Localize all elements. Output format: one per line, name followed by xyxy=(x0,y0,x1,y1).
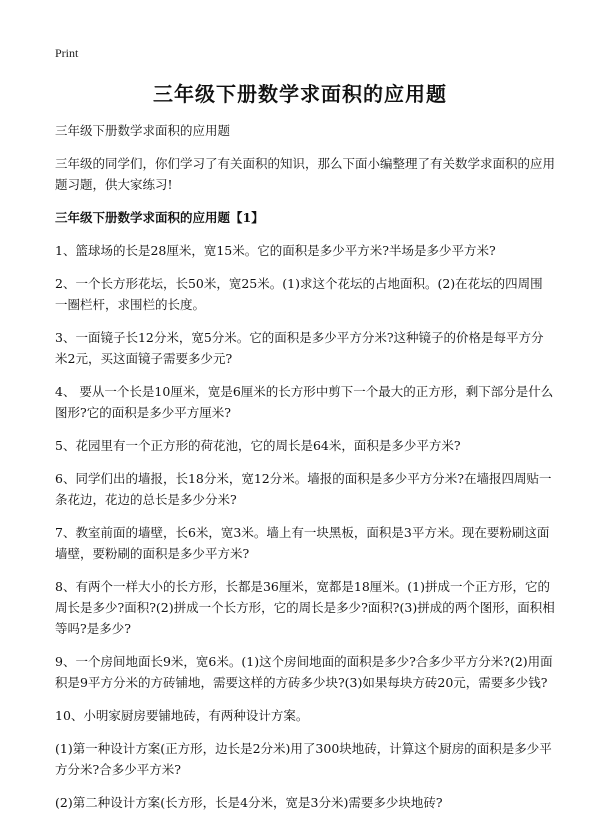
question-9: 9、一个房间地面长9米，宽6米。(1)这个房间地面的面积是多少?合多少平方分米?(2)用面积是9平方分米的方砖铺地，需要这样的方砖多少块?(3)如果每块方砖20元，需要多少钱? xyxy=(55,654,553,690)
article-body xyxy=(55,120,555,825)
print-link[interactable]: Print xyxy=(55,46,79,60)
question-7: 7、教室前面的墙壁，长6米，宽3米。墙上有一块黑板，面积是3平方米。现在要粉刷这面墙壁，要粉刷的面积是多少平方米? xyxy=(55,525,550,561)
intro-paragraph: 三年级的同学们，你们学习了有关面积的知识，那么下面小编整理了有关数学求面积的应用题习题，供大家练习! xyxy=(55,156,556,192)
article-subtitle: 三年级下册数学求面积的应用题 xyxy=(55,123,231,138)
question-8: 8、有两个一样大小的长方形，长都是36厘米，宽都是18厘米。(1)拼成一个正方形，它的周长是多少?面积?(2)拼成一个长方形，它的周长是多少?面积?(3)拼成的两个图形，面积相等吗?是多少? xyxy=(55,579,555,636)
question-2: 2、一个长方形花坛，长50米，宽25米。(1)求这个花坛的占地面积。(2)在花坛的四周围一圈栏杆，求围栏的长度。 xyxy=(55,276,543,312)
page-title: 三年级下册数学求面积的应用题 xyxy=(153,82,447,106)
question-1: 1、篮球场的长是28厘米，宽15米。它的面积是多少平方米?半场是多少平方米? xyxy=(55,243,496,258)
question-4: 4、 要从一个长是10厘米，宽是6厘米的长方形中剪下一个最大的正方形，剩下部分是什么图形?它的面积是多少平方厘米? xyxy=(55,384,554,420)
section-heading: 三年级下册数学求面积的应用题【1】 xyxy=(55,210,264,225)
question-10-part-2: (2)第二种设计方案(长方形，长是4分米，宽是3分米)需要多少块地砖? xyxy=(55,795,443,810)
question-6: 6、同学们出的墙报，长18分米，宽12分米。墙报的面积是多少平方分米?在墙报四周贴一条花边，花边的总长是多少分米? xyxy=(55,471,552,507)
question-10-part-1: (1)第一种设计方案(正方形，边长是2分米)用了300块地砖，计算这个厨房的面积是多少平方分米?合多少平方米? xyxy=(55,741,552,777)
question-3: 3、一面镜子长12分米，宽5分米。它的面积是多少平方分米?这种镜子的价格是每平方分米2元，买这面镜子需要多少元? xyxy=(55,330,544,366)
question-10: 10、小明家厨房要铺地砖，有两种设计方案。 xyxy=(55,708,309,723)
question-5: 5、花园里有一个正方形的荷花池，它的周长是64米，面积是多少平方米? xyxy=(55,438,461,453)
